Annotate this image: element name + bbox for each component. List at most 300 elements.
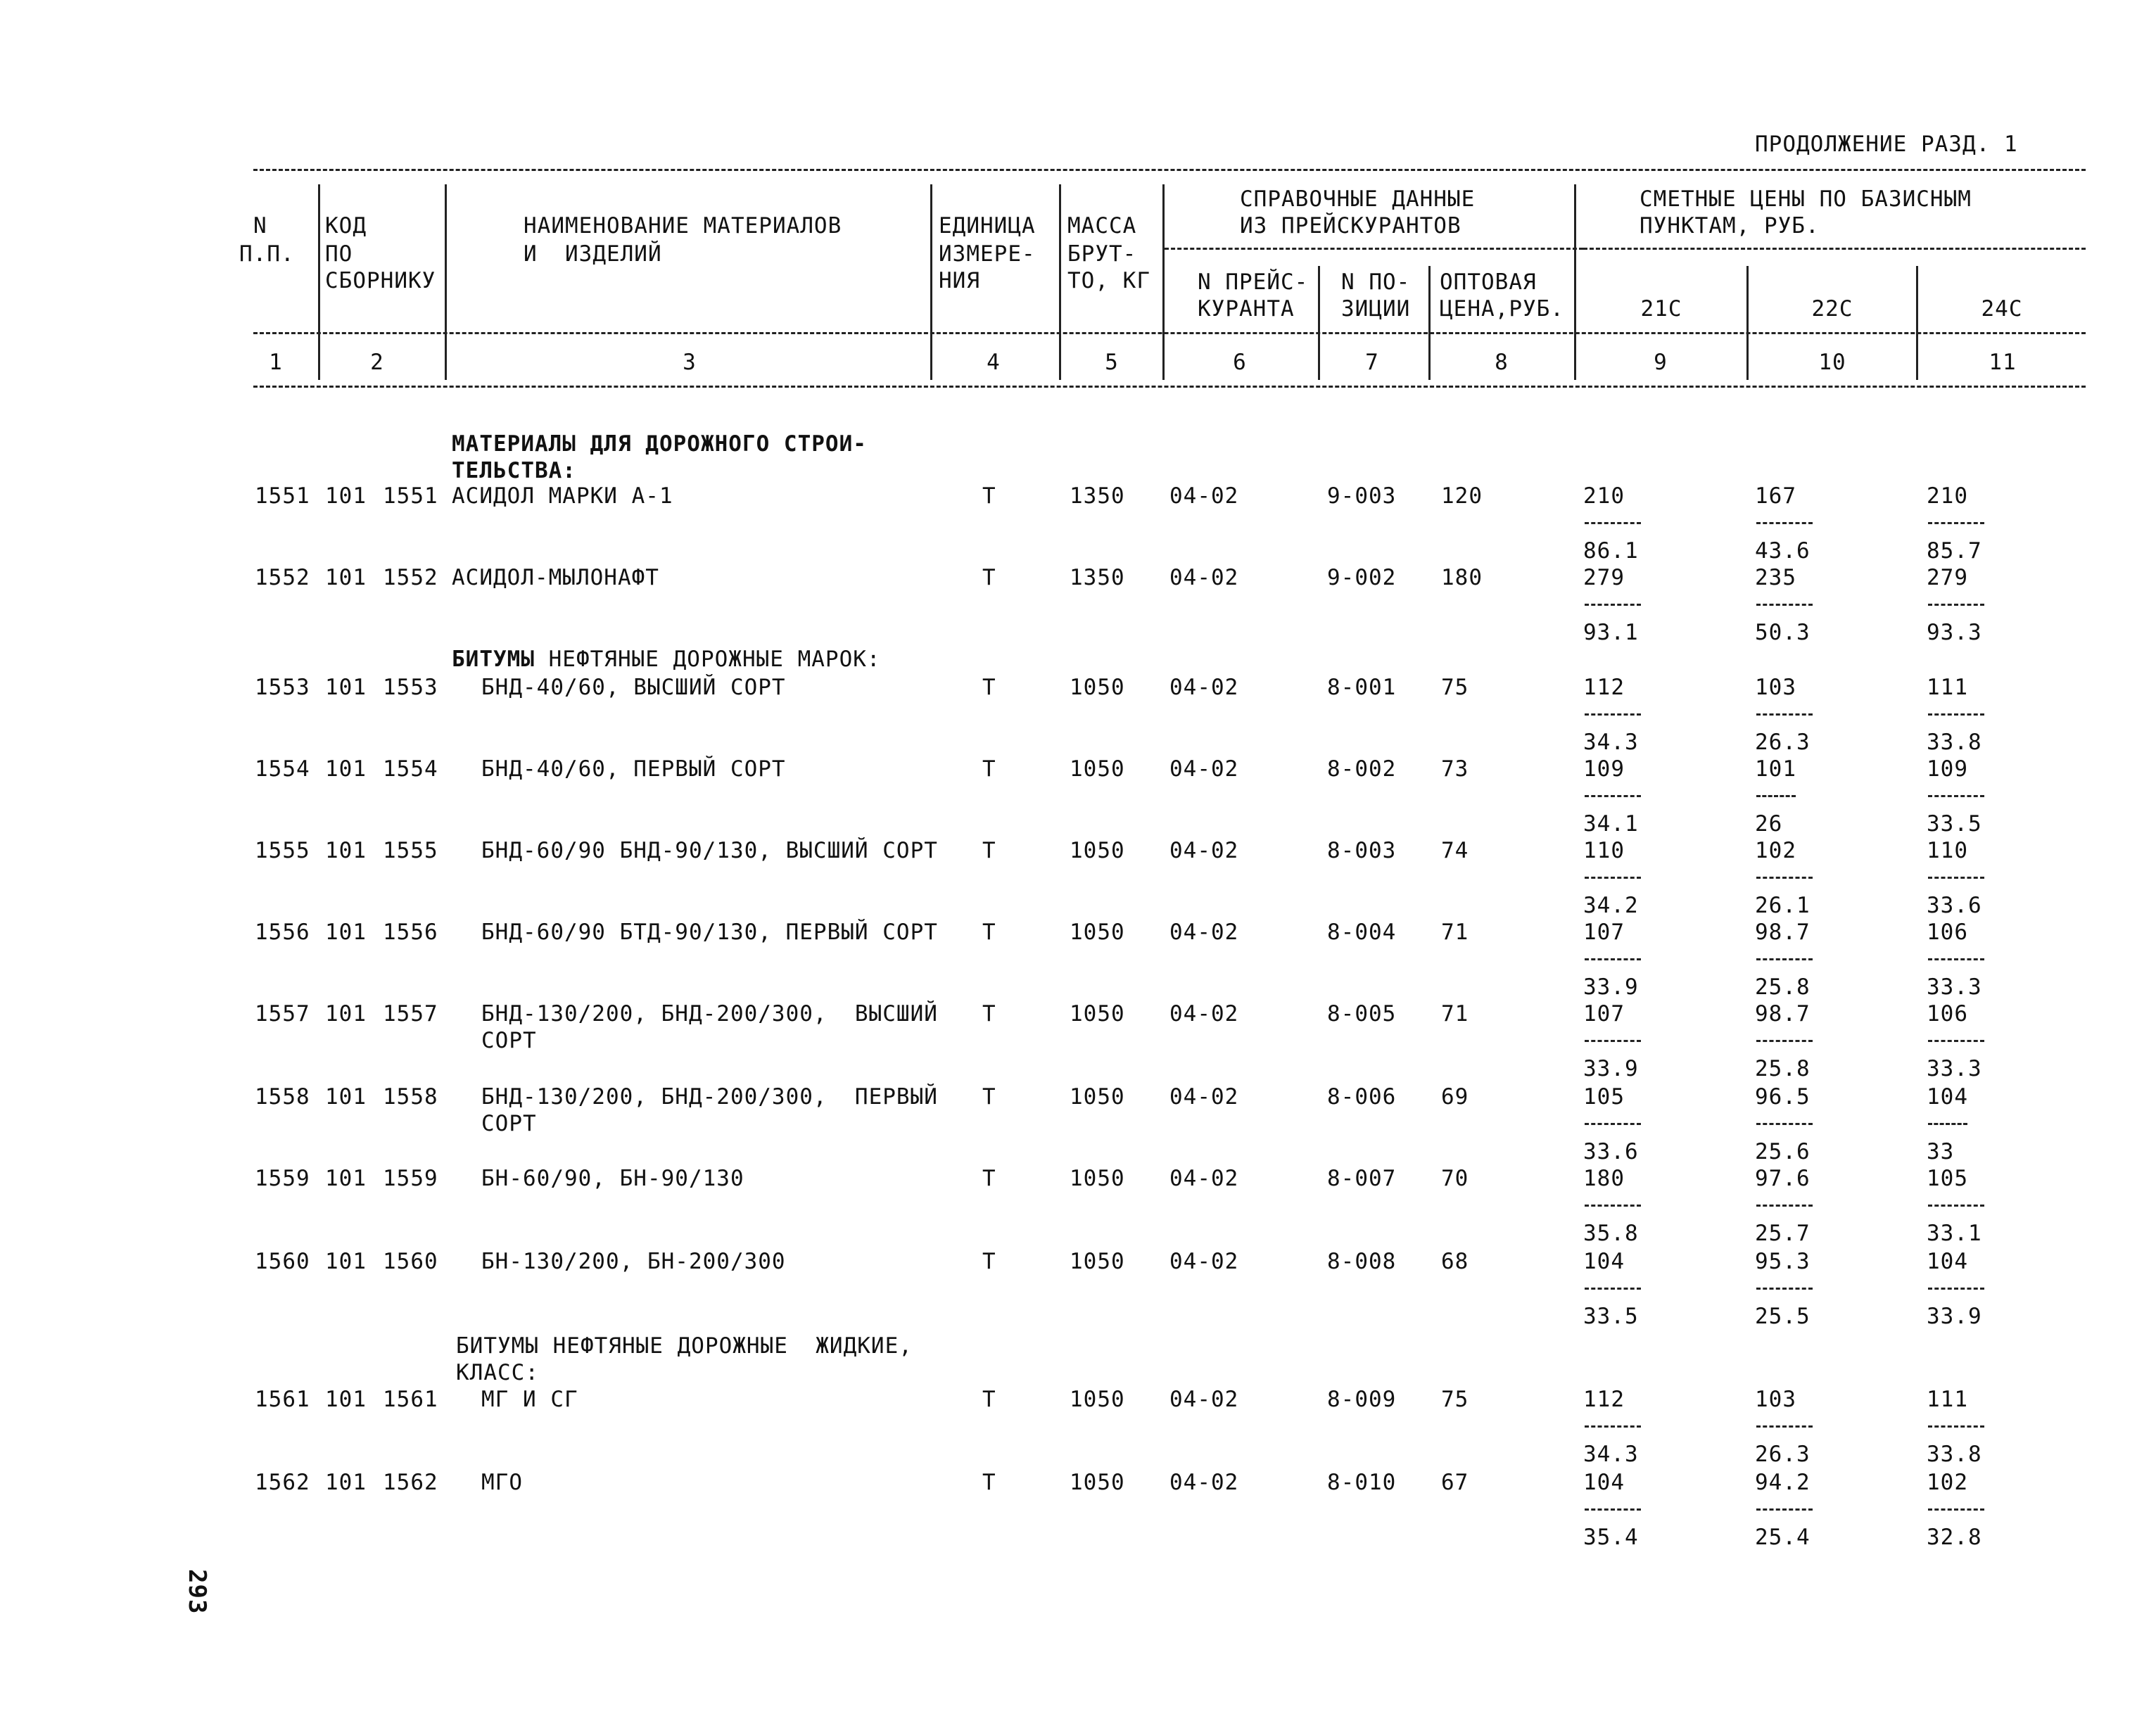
row-unit: Т [982, 675, 996, 700]
row-number: 1553 [255, 675, 310, 700]
row-position: 8-008 [1327, 1249, 1397, 1274]
row-position: 8-009 [1327, 1387, 1397, 1412]
column-number: 2 [370, 350, 384, 375]
row-position: 8-007 [1327, 1166, 1397, 1191]
fraction-bar [1585, 604, 1641, 606]
row-pricelist: 04-02 [1169, 1387, 1239, 1412]
price-estimate: 210 [1927, 483, 1968, 509]
row-unit: Т [982, 1001, 996, 1027]
price-estimate: 98.7 [1755, 1001, 1811, 1027]
price-estimate: 106 [1927, 1001, 1968, 1027]
row-wholesale-price: 75 [1441, 1387, 1469, 1412]
row-mass: 1050 [1070, 1084, 1125, 1110]
price-base: 33.3 [1927, 974, 1982, 1000]
fraction-bar [1928, 604, 1984, 606]
price-fraction-p22 [1755, 677, 1832, 754]
row-number: 1552 [255, 565, 310, 590]
fraction-bar [1585, 1123, 1641, 1125]
row-unit: Т [982, 483, 996, 509]
price-fraction-p21 [1583, 1251, 1661, 1328]
row-number: 1560 [255, 1249, 310, 1274]
price-fraction-p24 [1927, 1003, 2004, 1081]
price-base: 34.3 [1583, 730, 1639, 755]
price-estimate: 110 [1927, 838, 1968, 863]
row-number: 1555 [255, 838, 310, 863]
row-mass: 1050 [1070, 838, 1125, 863]
row-code: 1558 [383, 1084, 438, 1110]
number-row-divider [445, 348, 447, 374]
row-code: 1552 [383, 565, 438, 590]
price-fraction-p22 [1755, 567, 1832, 644]
header-unit: ИЗМЕРЕ- [939, 241, 1036, 267]
header-mass: БРУТ- [1067, 241, 1137, 267]
price-fraction-p24 [1927, 840, 2004, 917]
price-group-rule [1583, 248, 2086, 250]
section-heading [452, 649, 881, 671]
row-code: 1559 [383, 1166, 438, 1191]
row-code: 1554 [383, 756, 438, 782]
fraction-bar [1928, 1040, 1984, 1042]
row-wholesale-price: 73 [1441, 756, 1469, 782]
price-base: 93.3 [1927, 620, 1982, 645]
fraction-bar [1585, 1508, 1641, 1511]
row-mass: 1350 [1070, 565, 1125, 590]
row-unit: Т [982, 838, 996, 863]
row-code-group: 101 [325, 675, 367, 700]
price-estimate: 235 [1755, 565, 1796, 590]
header-code: СБОРНИКУ [325, 268, 436, 293]
price-base: 25.6 [1755, 1139, 1811, 1164]
header-code: КОД [325, 213, 367, 239]
row-unit: Т [982, 1084, 996, 1110]
price-fraction-p21 [1583, 840, 1661, 917]
price-fraction-p22 [1755, 1086, 1832, 1164]
price-estimate: 105 [1583, 1084, 1625, 1110]
ref-group-rule [1165, 248, 1583, 250]
price-fraction-p21 [1583, 1472, 1661, 1549]
row-pricelist: 04-02 [1169, 1001, 1239, 1027]
header-24c: 24С [1981, 296, 2023, 322]
header-wholesale: ОПТОВАЯ [1440, 269, 1537, 295]
row-mass: 1350 [1070, 483, 1125, 509]
row-name: БН-130/200, БН-200/300 [481, 1249, 786, 1274]
fraction-bar [1585, 958, 1641, 960]
fraction-bar [1585, 1040, 1641, 1042]
price-base: 25.7 [1755, 1221, 1811, 1246]
price-base: 33.3 [1927, 1056, 1982, 1081]
price-estimate: 210 [1583, 483, 1625, 509]
column-number: 1 [269, 350, 283, 375]
row-wholesale-price: 68 [1441, 1249, 1469, 1274]
price-estimate: 101 [1755, 756, 1796, 782]
price-estimate: 102 [1755, 838, 1796, 863]
row-unit: Т [982, 1249, 996, 1274]
row-number: 1554 [255, 756, 310, 782]
row-wholesale-price: 69 [1441, 1084, 1469, 1110]
fraction-bar [1756, 1123, 1813, 1125]
price-fraction-p24 [1927, 1389, 2004, 1466]
row-code: 1560 [383, 1249, 438, 1274]
fraction-bar [1756, 522, 1813, 524]
section-heading-rest: НЕФТЯНЫЕ ДОРОЖНЫЕ МАРОК: [534, 647, 881, 672]
row-code: 1553 [383, 675, 438, 700]
row-number: 1551 [255, 483, 310, 509]
price-base: 25.4 [1755, 1525, 1811, 1550]
price-fraction-p21 [1583, 1389, 1661, 1466]
row-code: 1551 [383, 483, 438, 509]
row-code-group: 101 [325, 1084, 367, 1110]
price-base: 26.3 [1755, 730, 1811, 755]
price-fraction-p21 [1583, 1003, 1661, 1081]
price-base: 26.1 [1755, 893, 1811, 918]
fraction-bar [1585, 1288, 1641, 1290]
number-row-divider [1746, 348, 1749, 374]
fraction-bar [1928, 958, 1984, 960]
header-n: N [253, 213, 267, 239]
fraction-bar [1928, 1123, 1967, 1125]
price-base: 26.3 [1755, 1442, 1811, 1467]
continuation-label: ПРОДОЛЖЕНИЕ РАЗД. 1 [1755, 132, 2018, 157]
price-base: 34.1 [1583, 811, 1639, 837]
header-mass: МАССА [1067, 213, 1137, 239]
header-price-group: СМЕТНЫЕ ЦЕНЫ ПО БАЗИСНЫМ [1640, 186, 1972, 212]
price-fraction-p22 [1755, 1168, 1832, 1245]
price-estimate: 279 [1583, 565, 1625, 590]
row-wholesale-price: 74 [1441, 838, 1469, 863]
header-name: И ИЗДЕЛИЙ [524, 241, 662, 267]
row-wholesale-price: 71 [1441, 920, 1469, 945]
row-position: 8-006 [1327, 1084, 1397, 1110]
row-name: АСИДОЛ МАРКИ А-1 [452, 483, 673, 509]
row-pricelist: 04-02 [1169, 920, 1239, 945]
price-fraction-p24 [1927, 758, 2004, 836]
row-code: 1557 [383, 1001, 438, 1027]
price-base: 34.3 [1583, 1442, 1639, 1467]
price-fraction-p24 [1927, 677, 2004, 754]
section-heading-lead: БИТУМЫ [452, 647, 535, 672]
header-top-rule [253, 169, 2086, 171]
price-estimate: 105 [1927, 1166, 1968, 1191]
header-name: НАИМЕНОВАНИЕ МАТЕРИАЛОВ [524, 213, 842, 239]
price-base: 33.9 [1583, 974, 1639, 1000]
section-heading: ТЕЛЬСТВА: [452, 458, 576, 483]
section-heading: БИТУМЫ НЕФТЯНЫЕ ДОРОЖНЫЕ ЖИДКИЕ, [456, 1333, 913, 1359]
number-row-divider [318, 348, 320, 374]
fraction-bar [1756, 1040, 1813, 1042]
header-mass: ТО, КГ [1067, 268, 1150, 293]
header-ref-group: ИЗ ПРЕЙСКУРАНТОВ [1240, 213, 1461, 239]
row-name: БНД-60/90 БНД-90/130, ВЫСШИЙ СОРТ [481, 838, 938, 863]
row-position: 8-004 [1327, 920, 1397, 945]
header-pricelist: N ПРЕЙС- [1198, 269, 1309, 295]
price-estimate: 106 [1927, 920, 1968, 945]
row-code-group: 101 [325, 920, 367, 945]
row-mass: 1050 [1070, 920, 1125, 945]
header-code: ПО [325, 241, 353, 267]
price-base: 33.5 [1583, 1304, 1639, 1329]
header-position: N ПО- [1341, 269, 1411, 295]
column-number: 5 [1105, 350, 1119, 375]
row-wholesale-price: 70 [1441, 1166, 1469, 1191]
header-position: ЗИЦИИ [1341, 296, 1411, 322]
number-row-divider [1162, 348, 1165, 374]
price-estimate: 112 [1583, 675, 1625, 700]
row-code-group: 101 [325, 1470, 367, 1495]
row-code-group: 101 [325, 1249, 367, 1274]
price-base: 33.9 [1927, 1304, 1982, 1329]
row-pricelist: 04-02 [1169, 483, 1239, 509]
fraction-bar [1756, 604, 1813, 606]
row-code-group: 101 [325, 838, 367, 863]
price-fraction-p21 [1583, 922, 1661, 999]
row-code-group: 101 [325, 1166, 367, 1191]
price-estimate: 104 [1927, 1249, 1968, 1274]
price-estimate: 98.7 [1755, 920, 1811, 945]
row-position: 8-010 [1327, 1470, 1397, 1495]
row-code: 1556 [383, 920, 438, 945]
row-wholesale-price: 180 [1441, 565, 1483, 590]
price-base: 32.8 [1927, 1525, 1982, 1550]
price-fraction-p21 [1583, 1086, 1661, 1164]
price-fraction-p21 [1583, 485, 1661, 563]
price-estimate: 94.2 [1755, 1470, 1811, 1495]
header-bottom-rule [253, 386, 2086, 388]
row-code-group: 101 [325, 1387, 367, 1412]
header-ref-group: СПРАВОЧНЫЕ ДАННЫЕ [1240, 186, 1476, 212]
price-fraction-p24 [1927, 1251, 2004, 1328]
row-mass: 1050 [1070, 675, 1125, 700]
row-position: 9-003 [1327, 483, 1397, 509]
column-number: 7 [1365, 350, 1379, 375]
column-number: 9 [1654, 350, 1668, 375]
column-number: 10 [1818, 350, 1846, 375]
price-estimate: 167 [1755, 483, 1796, 509]
fraction-bar [1756, 877, 1813, 879]
row-mass: 1050 [1070, 1249, 1125, 1274]
price-base: 33.9 [1583, 1056, 1639, 1081]
price-estimate: 112 [1583, 1387, 1625, 1412]
row-name: БНД-130/200, БНД-200/300, ВЫСШИЙ [481, 1001, 938, 1027]
number-row-divider [1916, 348, 1918, 374]
price-fraction-p21 [1583, 567, 1661, 644]
price-base: 33.8 [1927, 1442, 1982, 1467]
row-name: БНД-40/60, ПЕРВЫЙ СОРТ [481, 756, 786, 782]
price-base: 43.6 [1755, 538, 1811, 564]
price-fraction-p22 [1755, 1003, 1832, 1081]
fraction-bar [1756, 1288, 1813, 1290]
column-number: 3 [683, 350, 697, 375]
row-pricelist: 04-02 [1169, 756, 1239, 782]
price-estimate: 111 [1927, 675, 1968, 700]
fraction-bar [1756, 1425, 1813, 1428]
row-mass: 1050 [1070, 1166, 1125, 1191]
fraction-bar [1928, 713, 1984, 716]
header-22c: 22С [1811, 296, 1853, 322]
row-position: 8-005 [1327, 1001, 1397, 1027]
fraction-bar [1756, 958, 1813, 960]
number-row-divider [1059, 348, 1061, 374]
price-base: 93.1 [1583, 620, 1639, 645]
header-pricelist: КУРАНТА [1198, 296, 1295, 322]
row-number: 1562 [255, 1470, 310, 1495]
price-estimate: 109 [1927, 756, 1968, 782]
row-position: 8-003 [1327, 838, 1397, 863]
row-code-group: 101 [325, 565, 367, 590]
row-pricelist: 04-02 [1169, 1084, 1239, 1110]
section-heading: КЛАСС: [456, 1360, 539, 1385]
row-pricelist: 04-02 [1169, 1470, 1239, 1495]
row-code-group: 101 [325, 1001, 367, 1027]
row-number: 1557 [255, 1001, 310, 1027]
price-fraction-p24 [1927, 485, 2004, 563]
price-fraction-p22 [1755, 758, 1832, 836]
number-row-divider [1574, 348, 1576, 374]
row-wholesale-price: 67 [1441, 1470, 1469, 1495]
price-fraction-p22 [1755, 485, 1832, 563]
price-base: 35.8 [1583, 1221, 1639, 1246]
price-base: 33.1 [1927, 1221, 1982, 1246]
row-unit: Т [982, 1470, 996, 1495]
row-name: БНД-60/90 БТД-90/130, ПЕРВЫЙ СОРТ [481, 920, 938, 945]
price-estimate: 103 [1755, 675, 1796, 700]
price-base: 33.6 [1583, 1139, 1639, 1164]
row-unit: Т [982, 1166, 996, 1191]
price-base: 25.5 [1755, 1304, 1811, 1329]
price-fraction-p24 [1927, 1472, 2004, 1549]
price-estimate: 96.5 [1755, 1084, 1811, 1110]
fraction-bar [1928, 522, 1984, 524]
number-row-divider [930, 348, 932, 374]
fraction-bar [1928, 795, 1984, 797]
fraction-bar [1585, 795, 1641, 797]
price-fraction-p21 [1583, 677, 1661, 754]
row-name: СОРТ [481, 1028, 537, 1053]
fraction-bar [1756, 795, 1796, 797]
price-estimate: 279 [1927, 565, 1968, 590]
price-fraction-p24 [1927, 1086, 2004, 1164]
price-estimate: 103 [1755, 1387, 1796, 1412]
row-unit: Т [982, 565, 996, 590]
row-unit: Т [982, 756, 996, 782]
price-estimate: 111 [1927, 1387, 1968, 1412]
price-base: 34.2 [1583, 893, 1639, 918]
price-fraction-p24 [1927, 1168, 2004, 1245]
row-pricelist: 04-02 [1169, 1166, 1239, 1191]
row-pricelist: 04-02 [1169, 675, 1239, 700]
price-estimate: 180 [1583, 1166, 1625, 1191]
number-row-divider [1428, 348, 1431, 374]
price-base: 33 [1927, 1139, 1955, 1164]
row-wholesale-price: 75 [1441, 675, 1469, 700]
section-heading: МАТЕРИАЛЫ ДЛЯ ДОРОЖНОГО СТРОИ- [452, 431, 867, 457]
row-position: 8-001 [1327, 675, 1397, 700]
row-position: 8-002 [1327, 756, 1397, 782]
column-number: 6 [1233, 350, 1247, 375]
fraction-bar [1928, 1205, 1984, 1207]
row-code: 1562 [383, 1470, 438, 1495]
price-estimate: 109 [1583, 756, 1625, 782]
fraction-bar [1585, 522, 1641, 524]
row-name: БНД-40/60, ВЫСШИЙ СОРТ [481, 675, 786, 700]
row-mass: 1050 [1070, 1001, 1125, 1027]
price-base: 26 [1755, 811, 1783, 837]
price-base: 35.4 [1583, 1525, 1639, 1550]
price-base: 33.5 [1927, 811, 1982, 837]
price-base: 33.6 [1927, 893, 1982, 918]
header-mid-rule [253, 332, 2086, 334]
number-row-divider [1318, 348, 1320, 374]
row-pricelist: 04-02 [1169, 838, 1239, 863]
price-estimate: 104 [1583, 1249, 1625, 1274]
price-base: 25.8 [1755, 1056, 1811, 1081]
price-estimate: 97.6 [1755, 1166, 1811, 1191]
price-fraction-p21 [1583, 758, 1661, 836]
row-unit: Т [982, 1387, 996, 1412]
fraction-bar [1585, 1425, 1641, 1428]
price-fraction-p24 [1927, 922, 2004, 999]
price-base: 25.8 [1755, 974, 1811, 1000]
fraction-bar [1756, 713, 1813, 716]
header-wholesale: ЦЕНА,РУБ. [1440, 296, 1564, 322]
price-fraction-p22 [1755, 922, 1832, 999]
row-name: МГ И СГ [481, 1387, 578, 1412]
column-number: 11 [1989, 350, 2017, 375]
price-estimate: 104 [1583, 1470, 1625, 1495]
price-base: 86.1 [1583, 538, 1639, 564]
column-number: 4 [987, 350, 1001, 375]
price-base: 85.7 [1927, 538, 1982, 564]
row-number: 1558 [255, 1084, 310, 1110]
fraction-bar [1585, 877, 1641, 879]
price-fraction-p22 [1755, 1472, 1832, 1549]
price-estimate: 110 [1583, 838, 1625, 863]
price-fraction-p22 [1755, 1251, 1832, 1328]
row-number: 1559 [255, 1166, 310, 1191]
price-estimate: 95.3 [1755, 1249, 1811, 1274]
row-code-group: 101 [325, 756, 367, 782]
price-base: 33.8 [1927, 730, 1982, 755]
row-unit: Т [982, 920, 996, 945]
fraction-bar [1756, 1508, 1813, 1511]
row-wholesale-price: 71 [1441, 1001, 1469, 1027]
price-fraction-p22 [1755, 840, 1832, 917]
row-wholesale-price: 120 [1441, 483, 1483, 509]
price-fraction-p22 [1755, 1389, 1832, 1466]
row-name: СОРТ [481, 1111, 537, 1136]
fraction-bar [1585, 1205, 1641, 1207]
row-pricelist: 04-02 [1169, 1249, 1239, 1274]
row-number: 1561 [255, 1387, 310, 1412]
price-fraction-p21 [1583, 1168, 1661, 1245]
column-number: 8 [1495, 350, 1509, 375]
row-name: БН-60/90, БН-90/130 [481, 1166, 744, 1191]
fraction-bar [1928, 877, 1984, 879]
price-estimate: 107 [1583, 920, 1625, 945]
row-code-group: 101 [325, 483, 367, 509]
row-position: 9-002 [1327, 565, 1397, 590]
header-pp: П.П. [239, 241, 295, 267]
price-estimate: 107 [1583, 1001, 1625, 1027]
price-estimate: 102 [1927, 1470, 1968, 1495]
row-name: МГО [481, 1470, 523, 1495]
header-unit: НИЯ [939, 268, 980, 293]
page-number: 293 [183, 1569, 211, 1615]
row-mass: 1050 [1070, 1470, 1125, 1495]
price-base: 50.3 [1755, 620, 1811, 645]
fraction-bar [1585, 713, 1641, 716]
row-mass: 1050 [1070, 756, 1125, 782]
fraction-bar [1928, 1508, 1984, 1511]
